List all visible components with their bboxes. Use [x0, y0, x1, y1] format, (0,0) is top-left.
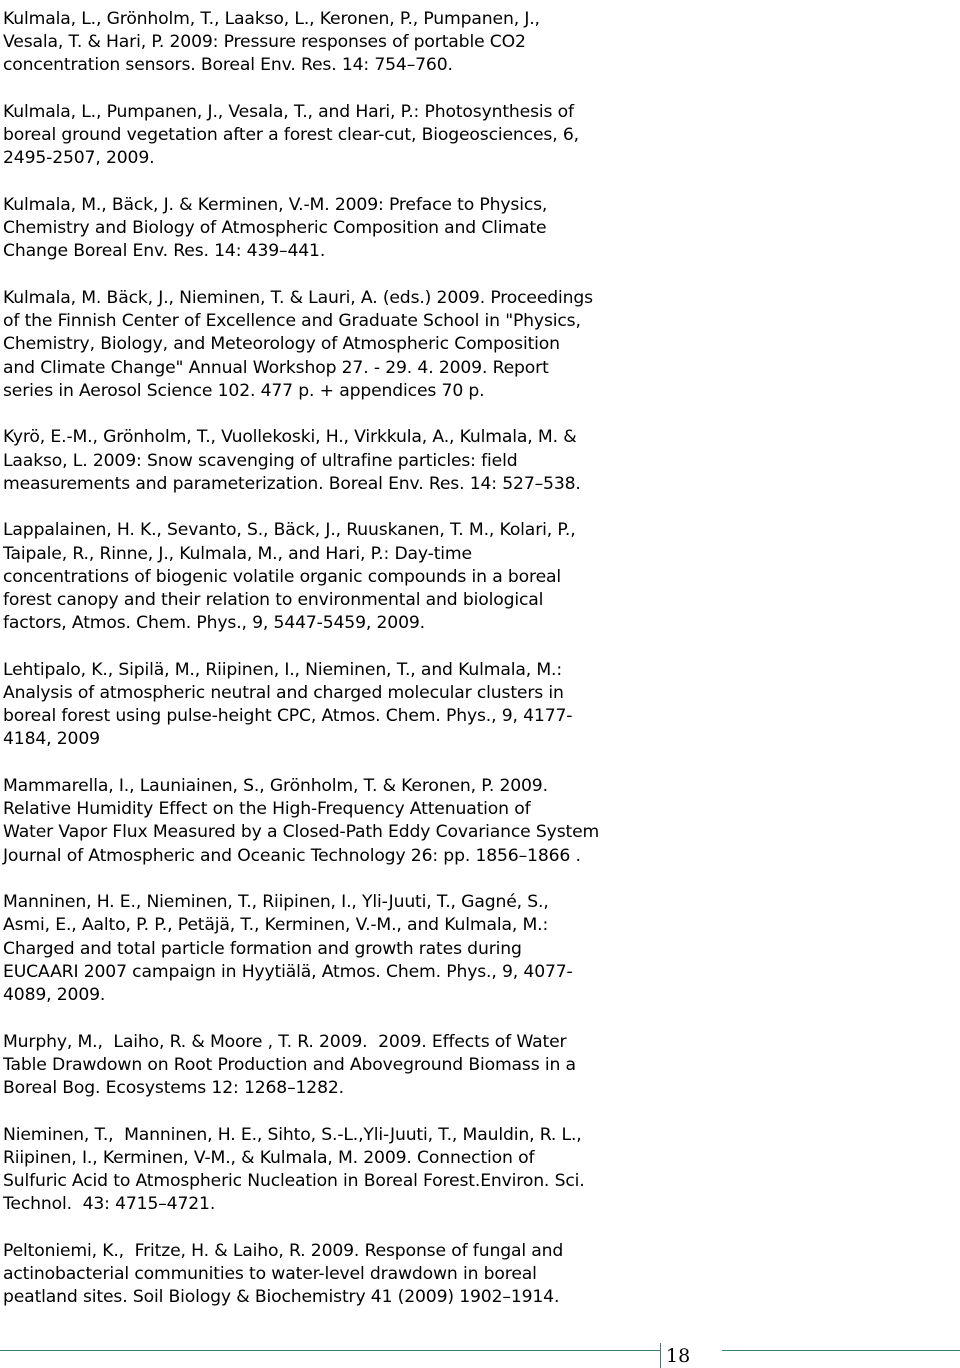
reference-line: Kulmala, M., Bäck, J. & Kerminen, V.-M. 2009: Preface to Physics, — [3, 195, 548, 215]
reference-line: forest canopy and their relation to environmental and biological — [3, 590, 544, 611]
reference-line: Laakso, L. 2009: Snow scavenging of ultrafine particles: field — [3, 450, 518, 471]
reference-entry — [3, 1240, 663, 1310]
reference-line: Mammarella, I., Launiainen, S., Grönholm, T. & Keronen, P. 2009. — [3, 776, 548, 797]
reference-line: Riipinen, I., Kerminen, V-M., & Kulmala, M. 2009. Connection of — [3, 1147, 535, 1168]
reference-line: Technol. 43: 4715–4721. — [3, 1194, 216, 1215]
reference-line: Kyrö, E.-M., Grönholm, T., Vuollekoski, H., Virkkula, A., Kulmala, M. & — [3, 427, 577, 448]
page-footer — [0, 1340, 960, 1367]
reference-line: boreal forest using pulse-height CPC, Atmos. Chem. Phys., 9, 4177- — [3, 706, 573, 727]
footer-divider — [660, 1343, 661, 1368]
reference-entry — [3, 1031, 663, 1101]
reference-line: Kulmala, L., Grönholm, T., Laakso, L., Keronen, P., Pumpanen, J., — [3, 9, 540, 29]
reference-line: Charged and total particle formation and growth rates during — [3, 938, 522, 959]
reference-line: peatland sites. Soil Biology & Biochemistry 41 (2009) 1902–1914. — [3, 1287, 560, 1308]
reference-line: Water Vapor Flux Measured by a Closed-Path Eddy Covariance System — [3, 822, 600, 843]
reference-line: series in Aerosol Science 102. 477 p. + appendices 70 p. — [3, 380, 485, 401]
reference-line: Table Drawdown on Root Production and Aboveground Biomass in a — [3, 1054, 576, 1075]
reference-entry — [3, 891, 663, 1007]
reference-line: Chemistry and Biology of Atmospheric Composition and Climate — [3, 218, 547, 239]
reference-entry — [3, 775, 663, 868]
reference-line: boreal ground vegetation after a forest clear-cut, Biogeosciences, 6, — [3, 125, 579, 146]
reference-line: concentrations of biogenic volatile organic compounds in a boreal — [3, 566, 561, 587]
reference-line: EUCAARI 2007 campaign in Hyytiälä, Atmos. Chem. Phys., 9, 4077- — [3, 961, 573, 982]
reference-entry — [3, 519, 663, 635]
reference-entry — [3, 659, 663, 752]
reference-line: factors, Atmos. Chem. Phys., 9, 5447-5459, 2009. — [3, 613, 425, 634]
reference-line: Taipale, R., Rinne, J., Kulmala, M., and Hari, P.: Day-time — [3, 543, 472, 564]
reference-line: Murphy, M., Laiho, R. & Moore , T. R. 2009. 2009. Effects of Water — [3, 1031, 567, 1052]
reference-line: concentration sensors. Boreal Env. Res. 14: 754–760. — [3, 55, 453, 76]
reference-entry — [3, 1124, 663, 1217]
reference-line: Kulmala, L., Pumpanen, J., Vesala, T., and Hari, P.: Photosynthesis of — [3, 102, 574, 122]
reference-line: Lehtipalo, K., Sipilä, M., Riipinen, I., Nieminen, T., and Kulmala, M.: — [3, 659, 563, 680]
reference-line: 2495-2507, 2009. — [3, 148, 155, 169]
reference-line: Relative Humidity Effect on the High-Frequency Attenuation of — [3, 799, 531, 820]
reference-line: 4089, 2009. — [3, 985, 106, 1006]
reference-line: Manninen, H. E., Nieminen, T., Riipinen, I., Yli-Juuti, T., Gagné, S., — [3, 892, 549, 913]
reference-entry — [3, 8, 663, 78]
reference-line: Chemistry, Biology, and Meteorology of Atmospheric Composition — [3, 334, 560, 355]
reference-line: Analysis of atmospheric neutral and charged molecular clusters in — [3, 683, 564, 704]
reference-line: and Climate Change" Annual Workshop 27. - 29. 4. 2009. Report — [3, 357, 549, 378]
reference-line: Nieminen, T., Manninen, H. E., Sihto, S.-L.,Yli-Juuti, T., Mauldin, R. L., — [3, 1124, 582, 1145]
reference-line: Boreal Bog. Ecosystems 12: 1268–1282. — [3, 1078, 344, 1099]
reference-line: Journal of Atmospheric and Oceanic Technology 26: pp. 1856–1866 . — [3, 845, 581, 866]
page-number: 18 — [666, 1345, 691, 1367]
reference-line: Lappalainen, H. K., Sevanto, S., Bäck, J., Ruuskanen, T. M., Kolari, P., — [3, 520, 576, 541]
reference-line: Vesala, T. & Hari, P. 2009: Pressure responses of portable CO2 — [3, 32, 526, 53]
reference-list — [3, 8, 663, 1333]
reference-line: Kulmala, M. Bäck, J., Nieminen, T. & Lauri, A. (eds.) 2009. Proceedings — [3, 288, 593, 308]
footer-rule-left — [0, 1350, 660, 1351]
reference-line: Asmi, E., Aalto, P. P., Petäjä, T., Kerminen, V.-M., and Kulmala, M.: — [3, 915, 549, 936]
reference-line: actinobacterial communities to water-level drawdown in boreal — [3, 1264, 537, 1285]
footer-rule-right — [722, 1350, 960, 1351]
reference-entry — [3, 426, 663, 496]
reference-entry — [3, 101, 663, 171]
reference-entry — [3, 287, 663, 403]
reference-line: Peltoniemi, K., Fritze, H. & Laiho, R. 2009. Response of fungal and — [3, 1240, 564, 1261]
reference-line: Sulfuric Acid to Atmospheric Nucleation in Boreal Forest.Environ. Sci. — [3, 1171, 585, 1192]
reference-line: 4184, 2009 — [3, 729, 100, 750]
reference-line: Change Boreal Env. Res. 14: 439–441. — [3, 241, 326, 262]
reference-entry — [3, 194, 663, 264]
reference-line: of the Finnish Center of Excellence and Graduate School in "Physics, — [3, 311, 581, 332]
reference-line: measurements and parameterization. Boreal Env. Res. 14: 527–538. — [3, 473, 581, 494]
